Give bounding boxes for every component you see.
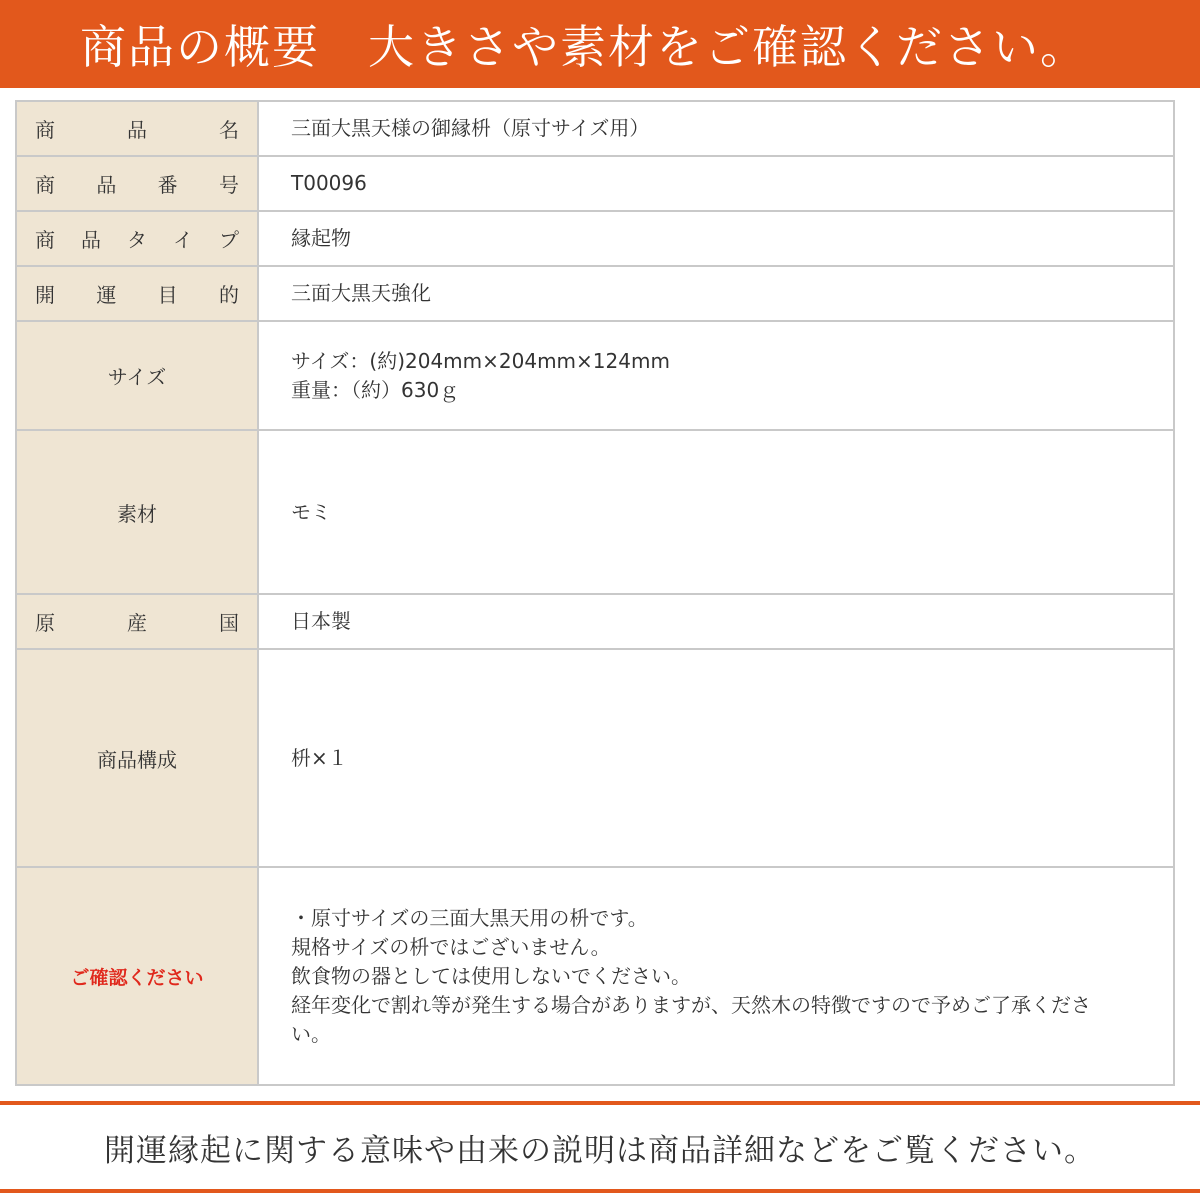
spec-value: T00096	[258, 156, 1174, 211]
spec-label	[16, 867, 258, 1085]
spec-label: 素材	[16, 430, 258, 594]
spec-value: サイズ：(約)204mm×204mm×124mm 重量：（約）630ｇ	[258, 321, 1174, 430]
spec-label: 商品構成	[16, 649, 258, 867]
spec-label: 商 品 名	[16, 101, 258, 156]
spec-row-product-number	[16, 156, 1174, 211]
spec-row-fortune-purpose	[16, 266, 1174, 321]
page-title: 商品の概要 大きさや素材をご確認ください。	[80, 20, 1088, 74]
footer-divider-bottom	[0, 1189, 1200, 1193]
notice-label: ご確認ください	[70, 966, 204, 989]
spec-label: 商 品 番 号	[16, 156, 258, 211]
spec-value: 日本製	[258, 594, 1174, 649]
spec-value: ・原寸サイズの三面大黒天用の枡です。 規格サイズの枡ではございません。 飲食物の器としては使用しないでください。 経年変化で割れ等が発生する場合がありますが、天然木の特徴ですので予めご了承くださ い。	[258, 867, 1174, 1085]
footer-divider-top	[0, 1101, 1200, 1105]
spec-value: 縁起物	[258, 211, 1174, 266]
spec-row-product-name	[16, 101, 1174, 156]
spec-row-notice	[16, 867, 1174, 1085]
header-banner	[0, 0, 1200, 88]
spec-row-product-type	[16, 211, 1174, 266]
spec-value: モミ	[258, 430, 1174, 594]
spec-row-contents	[16, 649, 1174, 867]
spec-label: サイズ	[16, 321, 258, 430]
spec-value: 三面大黒天強化	[258, 266, 1174, 321]
spec-row-origin	[16, 594, 1174, 649]
product-spec-table	[15, 100, 1175, 1086]
spec-row-size	[16, 321, 1174, 430]
spec-value: 枡×１	[258, 649, 1174, 867]
footer-note: 開運縁起に関する意味や由来の説明は商品詳細などをご覧ください。	[104, 1132, 1096, 1169]
spec-row-material	[16, 430, 1174, 594]
spec-label: 開 運 目 的	[16, 266, 258, 321]
spec-value: 三面大黒天様の御縁枡（原寸サイズ用）	[258, 101, 1174, 156]
spec-label: 原 産 国	[16, 594, 258, 649]
spec-label: 商 品 タ イ プ	[16, 211, 258, 266]
